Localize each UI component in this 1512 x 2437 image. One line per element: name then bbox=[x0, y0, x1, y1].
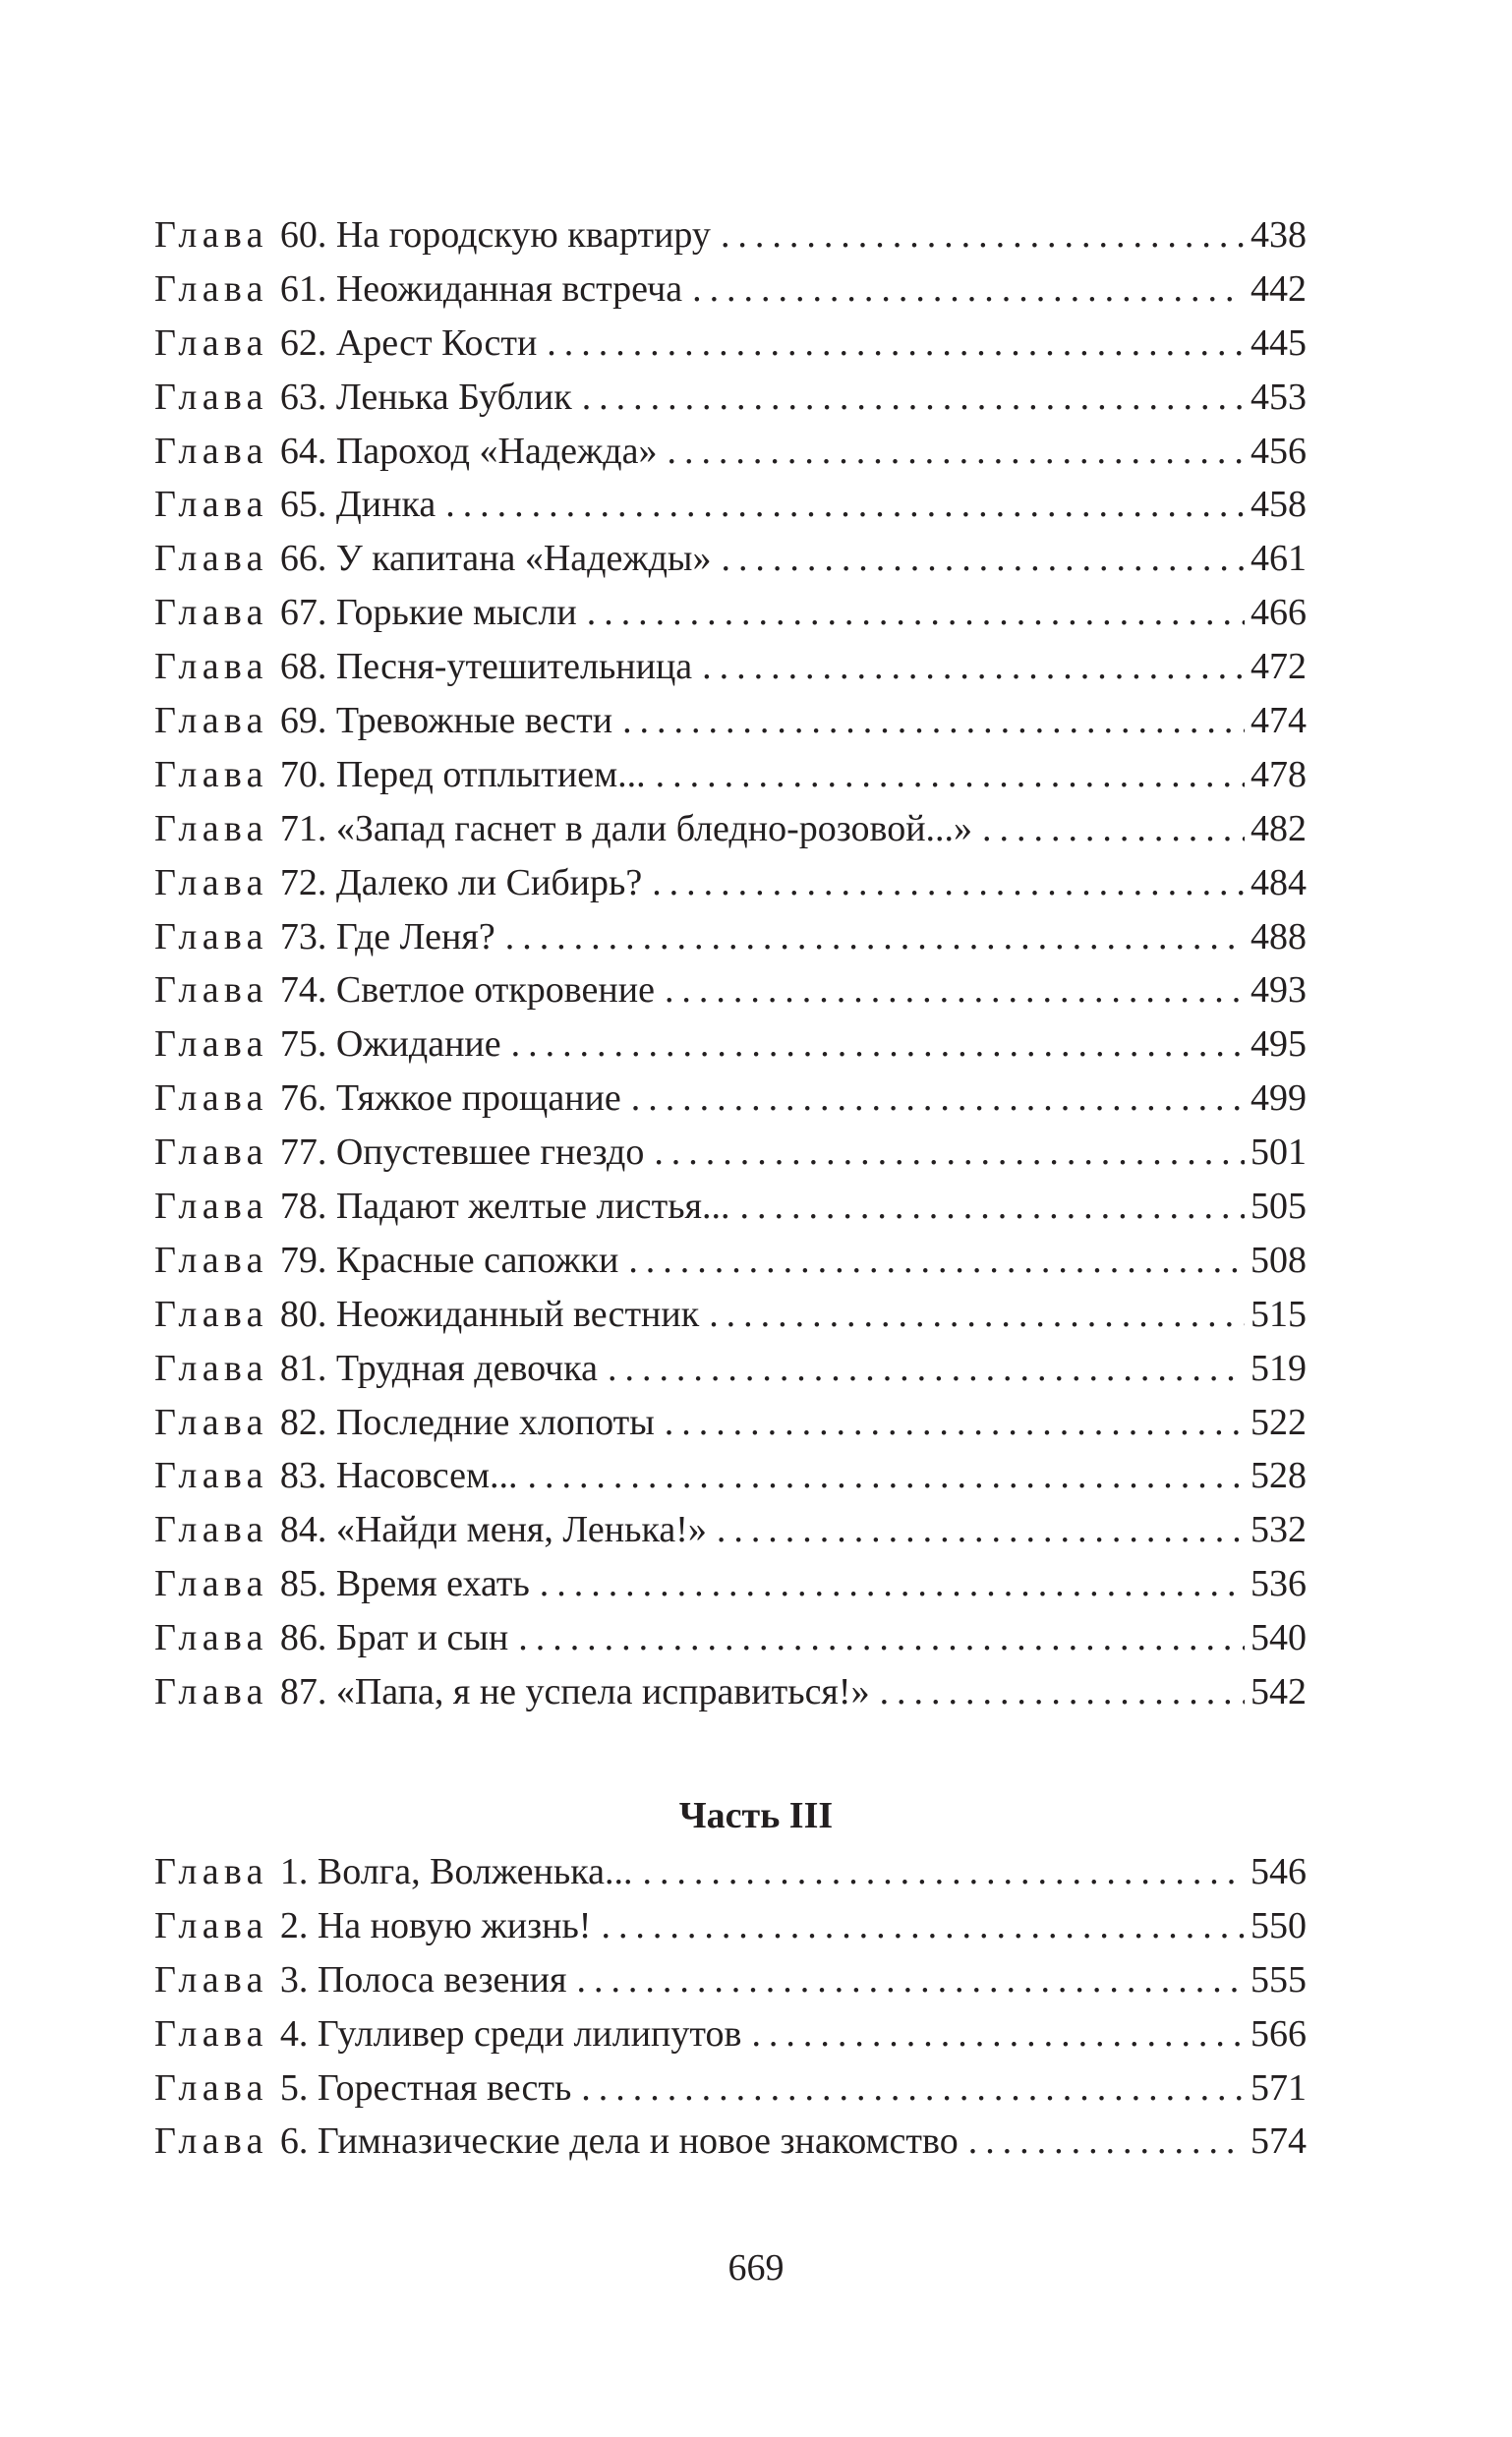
chapter-title: 72. Далеко ли Сибирь? bbox=[279, 861, 643, 903]
dot-leader bbox=[608, 1342, 1245, 1396]
toc-entry bbox=[154, 1611, 1307, 1665]
chapter-prefix: Глава bbox=[154, 321, 268, 364]
chapter-page-number: 472 bbox=[1250, 646, 1307, 688]
toc-entry bbox=[154, 694, 1307, 748]
chapter-page-number: 555 bbox=[1250, 1958, 1307, 2001]
chapter-page-number: 540 bbox=[1250, 1617, 1307, 1659]
dot-leader bbox=[540, 1557, 1245, 1611]
dot-leader bbox=[717, 1503, 1245, 1557]
toc-entry bbox=[154, 1396, 1307, 1450]
chapter-prefix: Глава bbox=[154, 969, 268, 1012]
chapter-title: 67. Горькие мысли bbox=[279, 592, 577, 634]
chapter-page-number: 574 bbox=[1250, 2120, 1307, 2163]
toc-entry bbox=[154, 1234, 1307, 1288]
chapter-title: 87. «Папа, я не успела исправиться!» bbox=[279, 1671, 870, 1713]
dot-leader bbox=[652, 856, 1245, 910]
toc-entry bbox=[154, 1288, 1307, 1342]
toc-entry bbox=[154, 1072, 1307, 1126]
chapter-title: 68. Песня-утешительница bbox=[279, 646, 693, 688]
chapter-title: 70. Перед отплытием... bbox=[279, 753, 646, 795]
chapter-title: 61. Неожиданная встреча bbox=[279, 267, 683, 310]
toc-entry bbox=[154, 910, 1307, 964]
chapter-title: 4. Гулливер среди лилипутов bbox=[279, 2012, 742, 2055]
dot-leader bbox=[518, 1611, 1245, 1665]
chapter-prefix: Глава bbox=[154, 1904, 268, 1946]
toc-entry bbox=[154, 478, 1307, 532]
chapter-page-number: 488 bbox=[1250, 915, 1307, 957]
chapter-title: 77. Опустевшее гнездо bbox=[279, 1131, 645, 1174]
chapter-title: 60. На городскую квартиру bbox=[279, 214, 711, 256]
chapter-page-number: 522 bbox=[1250, 1401, 1307, 1443]
dot-leader bbox=[601, 1899, 1245, 1953]
chapter-title: 84. «Найди меня, Ленька!» bbox=[279, 1509, 707, 1551]
chapter-prefix: Глава bbox=[154, 2066, 268, 2109]
chapter-title: 85. Время ехать bbox=[279, 1563, 530, 1605]
chapter-page-number: 532 bbox=[1250, 1509, 1307, 1551]
dot-leader bbox=[622, 694, 1245, 748]
chapter-page-number: 493 bbox=[1250, 969, 1307, 1012]
dot-leader bbox=[576, 1953, 1245, 2007]
dot-leader bbox=[581, 2061, 1245, 2116]
chapter-title: 78. Падают желтые листья... bbox=[279, 1186, 730, 1228]
chapter-prefix: Глава bbox=[154, 376, 268, 418]
chapter-page-number: 478 bbox=[1250, 753, 1307, 795]
chapter-page-number: 515 bbox=[1250, 1293, 1307, 1335]
toc-entry bbox=[154, 425, 1307, 479]
dot-leader bbox=[511, 1017, 1245, 1072]
chapter-title: 82. Последние хлопоты bbox=[279, 1401, 655, 1443]
toc-entry bbox=[154, 748, 1307, 802]
toc-entry bbox=[154, 1557, 1307, 1611]
chapter-prefix: Глава bbox=[154, 1958, 268, 2001]
part-heading: Часть III bbox=[678, 1795, 834, 1836]
chapter-prefix: Глава bbox=[154, 646, 268, 688]
chapter-prefix: Глава bbox=[154, 915, 268, 957]
chapter-prefix: Глава bbox=[154, 861, 268, 903]
chapter-title: 75. Ожидание bbox=[279, 1023, 501, 1066]
chapter-page-number: 550 bbox=[1250, 1904, 1307, 1946]
chapter-title: 6. Гимназические дела и новое знакомство bbox=[279, 2120, 959, 2163]
chapter-page-number: 536 bbox=[1250, 1563, 1307, 1605]
toc-entry bbox=[154, 532, 1307, 586]
dot-leader bbox=[692, 262, 1245, 317]
page-number: 669 bbox=[727, 2247, 785, 2289]
chapter-prefix: Глава bbox=[154, 267, 268, 310]
dot-leader bbox=[547, 317, 1245, 371]
chapter-prefix: Глава bbox=[154, 1401, 268, 1443]
chapter-page-number: 484 bbox=[1250, 861, 1307, 903]
dot-leader bbox=[880, 1665, 1245, 1719]
chapter-prefix: Глава bbox=[154, 538, 268, 580]
toc-entry bbox=[154, 963, 1307, 1017]
chapter-page-number: 499 bbox=[1250, 1077, 1307, 1120]
chapter-page-number: 456 bbox=[1250, 430, 1307, 472]
toc-entry bbox=[154, 640, 1307, 694]
toc-entry bbox=[154, 1342, 1307, 1396]
chapter-page-number: 474 bbox=[1250, 700, 1307, 742]
toc-entry bbox=[154, 317, 1307, 371]
dot-leader bbox=[654, 1126, 1245, 1180]
dot-leader bbox=[665, 1396, 1245, 1450]
toc-entry bbox=[154, 2007, 1307, 2061]
chapter-prefix: Глава bbox=[154, 214, 268, 256]
dot-leader bbox=[445, 478, 1245, 532]
toc-entry bbox=[154, 1503, 1307, 1557]
chapter-title: 71. «Запад гаснет в дали бледно-розовой...» bbox=[279, 807, 973, 849]
chapter-page-number: 542 bbox=[1250, 1671, 1307, 1713]
chapter-title: 69. Тревожные вести bbox=[279, 700, 613, 742]
chapter-title: 63. Ленька Бублик bbox=[279, 376, 572, 418]
chapter-page-number: 508 bbox=[1250, 1239, 1307, 1281]
chapter-title: 74. Светлое откровение bbox=[279, 969, 655, 1012]
toc-entry bbox=[154, 2115, 1307, 2169]
dot-leader bbox=[667, 425, 1245, 479]
chapter-title: 76. Тяжкое прощание bbox=[279, 1077, 621, 1120]
toc-entry bbox=[154, 1180, 1307, 1234]
chapter-title: 80. Неожиданный вестник bbox=[279, 1293, 700, 1335]
chapter-title: 64. Пароход «Надежда» bbox=[279, 430, 658, 472]
chapter-prefix: Глава bbox=[154, 1347, 268, 1389]
chapter-page-number: 458 bbox=[1250, 484, 1307, 526]
chapter-title: 66. У капитана «Надежды» bbox=[279, 538, 712, 580]
dot-leader bbox=[665, 963, 1245, 1017]
toc-entry bbox=[154, 802, 1307, 856]
chapter-prefix: Глава bbox=[154, 2012, 268, 2055]
chapter-prefix: Глава bbox=[154, 1563, 268, 1605]
chapter-title: 73. Где Леня? bbox=[279, 915, 495, 957]
chapter-prefix: Глава bbox=[154, 1293, 268, 1335]
chapter-page-number: 438 bbox=[1250, 214, 1307, 256]
chapter-prefix: Глава bbox=[154, 592, 268, 634]
chapter-prefix: Глава bbox=[154, 1077, 268, 1120]
chapter-title: 2. На новую жизнь! bbox=[279, 1904, 592, 1946]
chapter-title: 62. Арест Кости bbox=[279, 321, 538, 364]
chapter-prefix: Глава bbox=[154, 2120, 268, 2163]
chapter-prefix: Глава bbox=[154, 807, 268, 849]
dot-leader bbox=[702, 640, 1245, 694]
chapter-title: 81. Трудная девочка bbox=[279, 1347, 599, 1389]
chapter-prefix: Глава bbox=[154, 1131, 268, 1174]
dot-leader bbox=[582, 371, 1245, 425]
dot-leader bbox=[656, 748, 1245, 802]
chapter-page-number: 442 bbox=[1250, 267, 1307, 310]
toc-entry bbox=[154, 208, 1307, 262]
chapter-prefix: Глава bbox=[154, 700, 268, 742]
chapter-prefix: Глава bbox=[154, 1617, 268, 1659]
chapter-page-number: 466 bbox=[1250, 592, 1307, 634]
chapter-prefix: Глава bbox=[154, 484, 268, 526]
toc-entry bbox=[154, 2061, 1307, 2116]
toc-entry bbox=[154, 1665, 1307, 1719]
dot-leader bbox=[968, 2115, 1245, 2169]
dot-leader bbox=[628, 1234, 1245, 1288]
chapter-page-number: 546 bbox=[1250, 1851, 1307, 1892]
chapter-title: 1. Волга, Волженька... bbox=[279, 1851, 633, 1892]
toc-entry bbox=[154, 586, 1307, 640]
dot-leader bbox=[982, 802, 1245, 856]
chapter-page-number: 501 bbox=[1250, 1131, 1307, 1174]
chapter-prefix: Глава bbox=[154, 1186, 268, 1228]
toc-entry bbox=[154, 856, 1307, 910]
chapter-page-number: 505 bbox=[1250, 1186, 1307, 1228]
chapter-page-number: 519 bbox=[1250, 1347, 1307, 1389]
dot-leader bbox=[709, 1288, 1245, 1342]
toc-list-part-3 bbox=[154, 1845, 1307, 2169]
chapter-page-number: 566 bbox=[1250, 2012, 1307, 2055]
dot-leader bbox=[642, 1845, 1245, 1899]
toc-entry bbox=[154, 1845, 1307, 1899]
toc-entry bbox=[154, 1899, 1307, 1953]
chapter-title: 5. Горестная весть bbox=[279, 2066, 572, 2109]
chapter-prefix: Глава bbox=[154, 1455, 268, 1497]
dot-leader bbox=[631, 1072, 1245, 1126]
chapter-page-number: 461 bbox=[1250, 538, 1307, 580]
chapter-prefix: Глава bbox=[154, 1023, 268, 1066]
toc-entry bbox=[154, 1449, 1307, 1503]
chapter-prefix: Глава bbox=[154, 1851, 268, 1892]
dot-leader bbox=[505, 910, 1245, 964]
dot-leader bbox=[528, 1449, 1246, 1503]
chapter-page-number: 453 bbox=[1250, 376, 1307, 418]
chapter-title: 86. Брат и сын bbox=[279, 1617, 509, 1659]
toc-list-previous-part bbox=[154, 208, 1307, 1719]
toc-entry bbox=[154, 1953, 1307, 2007]
chapter-prefix: Глава bbox=[154, 430, 268, 472]
chapter-page-number: 482 bbox=[1250, 807, 1307, 849]
chapter-title: 83. Насовсем... bbox=[279, 1455, 518, 1497]
chapter-title: 79. Красные сапожки bbox=[279, 1239, 619, 1281]
chapter-page-number: 445 bbox=[1250, 321, 1307, 364]
chapter-prefix: Глава bbox=[154, 1671, 268, 1713]
toc-entry bbox=[154, 371, 1307, 425]
dot-leader bbox=[721, 208, 1245, 262]
chapter-prefix: Глава bbox=[154, 1239, 268, 1281]
chapter-title: 65. Динка bbox=[279, 484, 436, 526]
dot-leader bbox=[587, 586, 1245, 640]
toc-entry bbox=[154, 262, 1307, 317]
chapter-prefix: Глава bbox=[154, 753, 268, 795]
dot-leader bbox=[721, 532, 1245, 586]
toc-entry bbox=[154, 1017, 1307, 1072]
toc-entry bbox=[154, 1126, 1307, 1180]
dot-leader bbox=[751, 2007, 1245, 2061]
chapter-prefix: Глава bbox=[154, 1509, 268, 1551]
chapter-page-number: 571 bbox=[1250, 2066, 1307, 2109]
chapter-page-number: 528 bbox=[1250, 1455, 1307, 1497]
chapter-title: 3. Полоса везения bbox=[279, 1958, 567, 2001]
dot-leader bbox=[740, 1180, 1245, 1234]
chapter-page-number: 495 bbox=[1250, 1023, 1307, 1066]
